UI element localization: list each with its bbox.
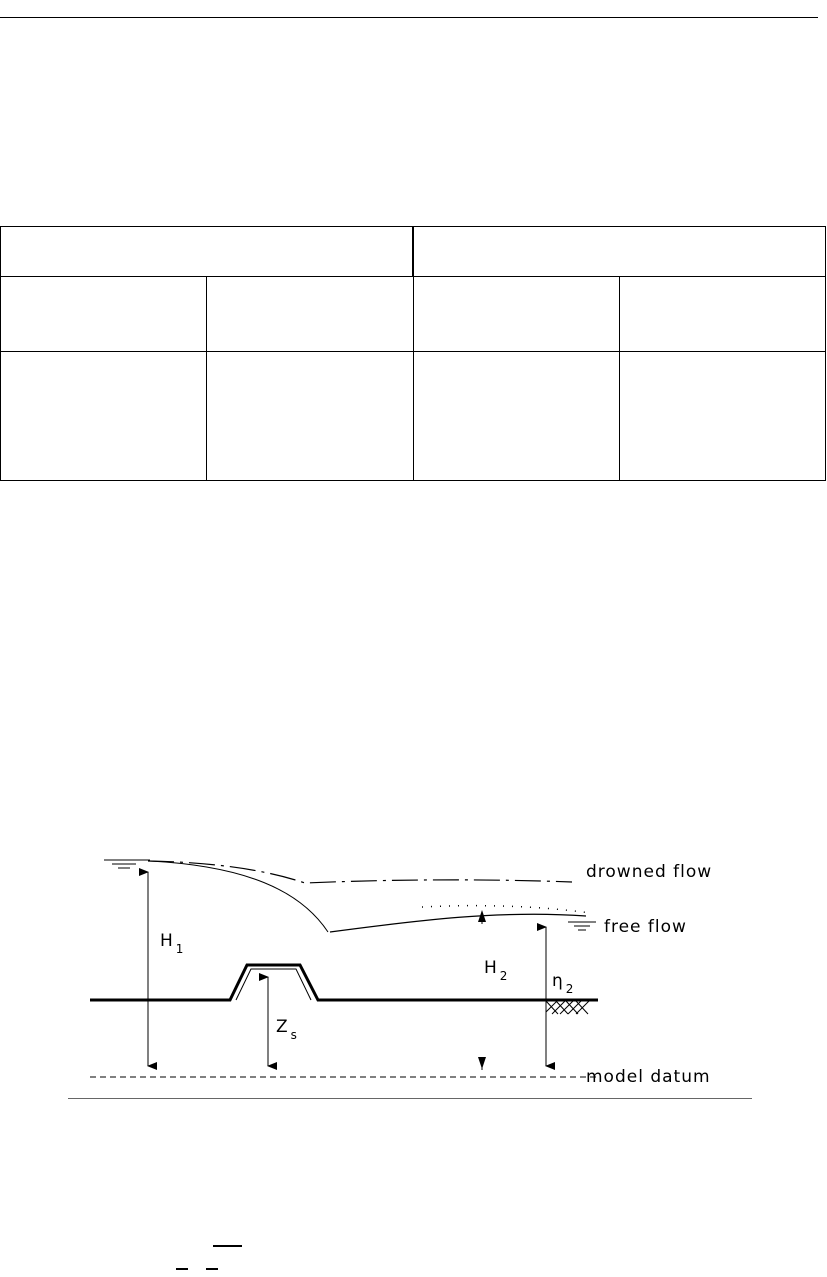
table-cell	[413, 352, 619, 481]
drowned-flow-label: drowned flow	[586, 862, 713, 882]
figure-bottom-rule	[68, 1098, 752, 1099]
h2-label: H $_2$	[484, 958, 509, 983]
formula-overbar-right	[206, 1268, 218, 1270]
empty-data-table	[0, 226, 826, 481]
water-level-symbol-downstream	[568, 922, 596, 930]
weir-inner-outline	[236, 969, 311, 1000]
table-cell	[207, 277, 413, 352]
water-level-symbol-upstream	[104, 860, 150, 868]
table-cell	[413, 277, 619, 352]
table-row	[1, 277, 826, 352]
table-header-cell-left	[1, 227, 414, 277]
formula-overbar-left	[176, 1268, 188, 1270]
free-flow-dotted-line	[422, 906, 590, 913]
drowned-flow-line	[148, 861, 572, 883]
header-rule	[0, 17, 818, 18]
formula-fraction-bar	[213, 1245, 242, 1247]
upstream-surface-curve	[150, 861, 328, 932]
ground-hatching	[546, 1000, 590, 1014]
h1-label: H $_1$	[160, 931, 185, 956]
table-row	[1, 352, 826, 481]
h2-reference-arrows	[478, 910, 486, 1070]
model-datum-label: model datum	[586, 1067, 711, 1087]
table-header-cell-right	[413, 227, 826, 277]
table-cell	[1, 352, 207, 481]
table-cell	[619, 352, 825, 481]
table-row	[1, 227, 826, 277]
eta2-label: η $_2$	[552, 971, 575, 996]
weir-crest-profile	[90, 965, 598, 1000]
free-flow-line	[330, 914, 586, 932]
zs-label: Z $_s$	[276, 1017, 298, 1042]
table-cell	[1, 277, 207, 352]
table-cell	[207, 352, 413, 481]
free-flow-label: free flow	[604, 917, 687, 937]
table-cell	[619, 277, 825, 352]
weir-flow-diagram	[0, 840, 827, 1100]
